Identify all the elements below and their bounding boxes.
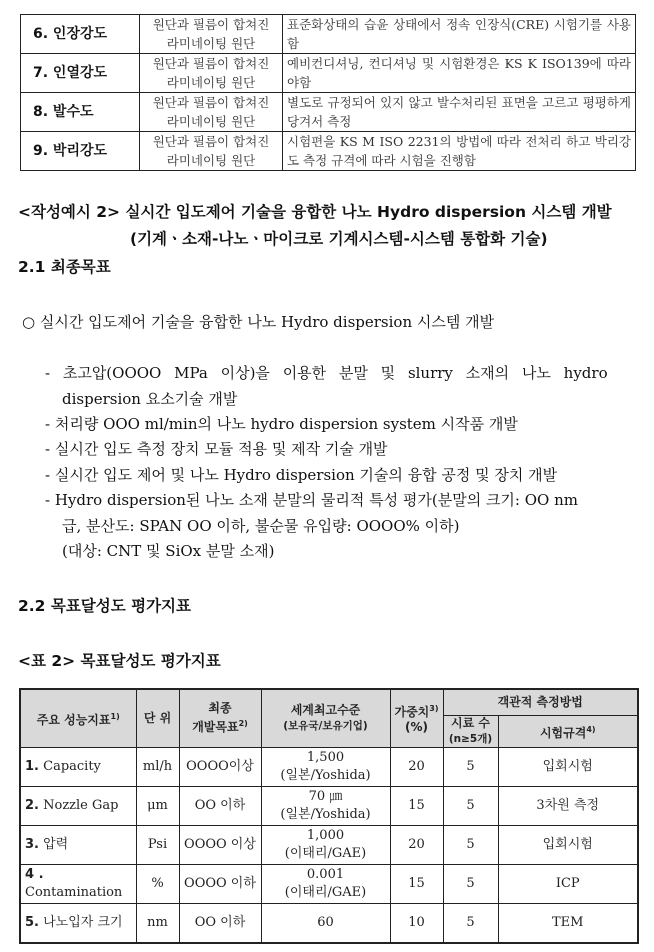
material: 원단과 필름이 합쳐진 라미네이팅 원단	[140, 54, 283, 93]
kpi-name: 5. 나노입자 크기	[20, 903, 136, 943]
kpi-row	[20, 825, 638, 864]
spec-row	[21, 15, 636, 54]
material: 원단과 필름이 합쳐진 라미네이팅 원단	[140, 93, 283, 132]
kpi-samples: 5	[443, 864, 498, 903]
bullet-line: - Hydro dispersion된 나노 소재 분말의 물리적 특성 평가(분말의 크기: OO nm	[45, 491, 578, 509]
bullet-line: 급, 분산도: SPAN OO 이하, 불순물 유입량: OOOO% 이하)	[62, 517, 460, 535]
test-method: 예비컨디셔닝, 컨디셔닝 및 시험환경은 KS K ISO139에 따라야함	[283, 54, 636, 93]
kpi-target: OOOO 이하	[179, 864, 261, 903]
kpi-weight: 15	[390, 864, 443, 903]
kpi-target: OOOO이상	[179, 747, 261, 786]
kpi-weight: 20	[390, 825, 443, 864]
section-2-2-heading: 2.2 목표달성도 평가지표	[18, 597, 192, 615]
final-goal: ○ 실시간 입도제어 기술을 융합한 나노 Hydro dispersion 시스템 개발	[22, 313, 495, 331]
property-name: 6. 인장강도	[21, 15, 140, 54]
header-kpi: 주요 성능지표$^{1)}$	[20, 689, 136, 747]
kpi-target: OO 이하	[179, 786, 261, 825]
bullet-line: - 실시간 입도 측정 장치 모듈 적용 및 제작 기술 개발	[45, 440, 388, 458]
kpi-name: 2. Nozzle Gap	[20, 786, 136, 825]
kpi-weight: 15	[390, 786, 443, 825]
test-method: 표준화상태의 습윤 상태에서 정속 인장식(CRE) 시험기를 사용함	[283, 15, 636, 54]
kpi-row	[20, 786, 638, 825]
spec-row	[21, 54, 636, 93]
kpi-row	[20, 864, 638, 903]
spec-row	[21, 93, 636, 132]
header-weight: 가중치$^{3)}$ (%)	[390, 689, 443, 747]
kpi-weight: 10	[390, 903, 443, 943]
bullet-line: (대상: CNT 및 SiOx 분말 소재)	[62, 542, 275, 560]
bullet-line: - 실시간 입도 제어 및 나노 Hydro dispersion 기술의 융합 공정 및 장치 개발	[45, 466, 558, 484]
kpi-world-best: 1,500 (일본/Yoshida)	[261, 747, 390, 786]
header-method: 객관적 측정방법	[443, 689, 638, 715]
kpi-world-best: 1,000 (이태리/GAE)	[261, 825, 390, 864]
kpi-target: OOOO 이상	[179, 825, 261, 864]
kpi-standard: 3차원 측정	[498, 786, 638, 825]
kpi-samples: 5	[443, 786, 498, 825]
kpi-unit: %	[136, 864, 179, 903]
table2-caption: <표 2> 목표달성도 평가지표	[18, 652, 221, 670]
kpi-target: OO 이하	[179, 903, 261, 943]
bullet-line: dispersion 요소기술 개발	[62, 390, 238, 408]
kpi-standard: ICP	[498, 864, 638, 903]
bullet-line: - 초고압(OOOO MPa 이상)을 이용한 분말 및 slurry 소재의 나노 hydro	[45, 364, 608, 382]
kpi-name: 3. 압력	[20, 825, 136, 864]
header-samples: 시료 수 (n≥5개)	[443, 715, 498, 747]
example-subtitle: (기계ㆍ소재-나노ㆍ마이크로 기계시스템-시스템 통합화 기술)	[130, 230, 548, 248]
property-name: 8. 발수도	[21, 93, 140, 132]
kpi-standard: 입회시험	[498, 747, 638, 786]
header-standard: 시험규격$^{4)}$	[498, 715, 638, 747]
kpi-world-best: 60	[261, 903, 390, 943]
kpi-weight: 20	[390, 747, 443, 786]
kpi-world-best: 0.001 (이태리/GAE)	[261, 864, 390, 903]
section-2-1-heading: 2.1 최종목표	[18, 258, 111, 276]
kpi-standard: 입회시험	[498, 825, 638, 864]
kpi-samples: 5	[443, 903, 498, 943]
kpi-row	[20, 903, 638, 943]
kpi-samples: 5	[443, 747, 498, 786]
kpi-name: 4 . Contamination	[20, 864, 136, 903]
bullet-line: - 처리량 OOO ml/min의 나노 hydro dispersion system 시작품 개발	[45, 415, 518, 433]
header-unit: 단 위	[136, 689, 179, 747]
header-target: 최종 개발목표$^{2)}$	[179, 689, 261, 747]
kpi-standard: TEM	[498, 903, 638, 943]
example-title: <작성예시 2> 실시간 입도제어 기술을 융합한 나노 Hydro dispersion 시스템 개발	[18, 203, 612, 221]
kpi-world-best: 70 ㎛ (일본/Yoshida)	[261, 786, 390, 825]
property-name: 7. 인열강도	[21, 54, 140, 93]
material: 원단과 필름이 합쳐진 라미네이팅 원단	[140, 132, 283, 171]
spec-table	[20, 14, 636, 171]
material: 원단과 필름이 합쳐진 라미네이팅 원단	[140, 15, 283, 54]
kpi-samples: 5	[443, 825, 498, 864]
spec-row	[21, 132, 636, 171]
kpi-unit: μm	[136, 786, 179, 825]
test-method: 별도로 규정되어 있지 않고 발수처리된 표면을 고르고 평평하게 당겨서 측정	[283, 93, 636, 132]
kpi-unit: Psi	[136, 825, 179, 864]
kpi-unit: ml/h	[136, 747, 179, 786]
kpi-table	[19, 688, 639, 944]
kpi-name: 1. Capacity	[20, 747, 136, 786]
kpi-unit: nm	[136, 903, 179, 943]
property-name: 9. 박리강도	[21, 132, 140, 171]
kpi-row	[20, 747, 638, 786]
header-world-best: 세계최고수준 (보유국/보유기업)	[261, 689, 390, 747]
test-method: 시험편을 KS M ISO 2231의 방법에 따라 전처리 하고 박리강도 측정 규격에 따라 시험을 진행함	[283, 132, 636, 171]
